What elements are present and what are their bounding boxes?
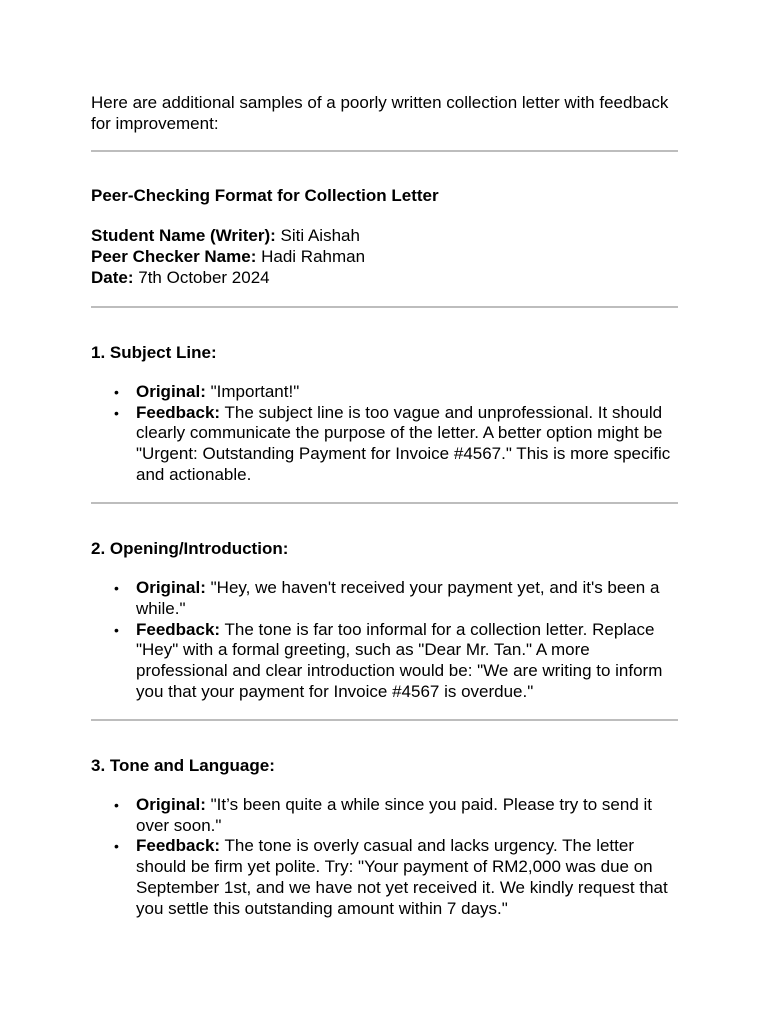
list-item-original <box>114 381 678 403</box>
divider <box>91 502 678 504</box>
original-text: "It’s been quite a while since you paid. Please try to send it over soon." <box>136 795 653 835</box>
original-label: Original: <box>136 381 206 401</box>
bullet-icon: • <box>114 404 119 421</box>
original-label: Original: <box>136 578 206 598</box>
peer-checker-label: Peer Checker Name: <box>91 246 257 266</box>
bullet-icon: • <box>114 383 119 400</box>
document-page <box>91 93 678 919</box>
divider <box>91 306 678 308</box>
section-title-opening: 2. Opening/Introduction: <box>91 539 289 559</box>
divider <box>91 719 678 721</box>
list-item-original <box>114 795 678 836</box>
feedback-text: The tone is far too informal for a collection letter. Replace "Hey" with a formal greeting, such as "Dear Mr. Tan." A more professional and clear introduction would be: "We are writing to inform you that your payment for Invoice #4567 is overdue." <box>136 619 663 701</box>
peer-checker-line <box>91 247 678 268</box>
intro-paragraph: Here are additional samples of a poorly written collection letter with feedback for improvement: <box>91 93 669 133</box>
feedback-text: The subject line is too vague and unprofessional. It should clearly communicate the purpose of the letter. A better option might be "Urgent: Outstanding Payment for Invoice #4567." This is more specific and actionable. <box>136 402 671 484</box>
meta-block <box>91 226 678 288</box>
section-title-tone-language: 3. Tone and Language: <box>91 756 275 776</box>
student-name-label: Student Name (Writer): <box>91 226 276 246</box>
bullet-icon: • <box>114 797 119 814</box>
section-list <box>91 578 678 702</box>
section-list <box>91 795 678 919</box>
section-title-subject-line: 1. Subject Line: <box>91 343 217 363</box>
feedback-label: Feedback: <box>136 402 221 422</box>
bullet-icon: • <box>114 621 119 638</box>
original-label: Original: <box>136 795 206 815</box>
date-line <box>91 268 678 289</box>
list-item-feedback <box>114 402 678 486</box>
date-value: 7th October 2024 <box>138 267 270 287</box>
original-text: "Hey, we haven't received your payment yet, and it's been a while." <box>136 578 660 618</box>
date-label: Date: <box>91 267 134 287</box>
list-item-feedback <box>114 619 678 703</box>
student-name-value: Siti Aishah <box>280 226 360 246</box>
peer-checker-value: Hadi Rahman <box>261 246 366 266</box>
list-item-feedback <box>114 836 678 919</box>
original-text: "Important!" <box>210 381 300 401</box>
section-list <box>91 382 678 486</box>
student-name-line <box>91 226 678 247</box>
feedback-label: Feedback: <box>136 619 221 639</box>
feedback-text: The tone is overly casual and lacks urgency. The letter should be firm yet polite. Try: "Your payment of RM2,000 was due on September 1st, and we have not yet received it. We kindly request that you settle this outstanding amount within 7 days." <box>136 836 668 918</box>
bullet-icon: • <box>114 838 119 855</box>
list-item-original <box>114 578 678 619</box>
bullet-icon: • <box>114 580 119 597</box>
divider <box>91 150 678 152</box>
format-heading: Peer-Checking Format for Collection Letter <box>91 186 439 206</box>
feedback-label: Feedback: <box>136 836 221 856</box>
